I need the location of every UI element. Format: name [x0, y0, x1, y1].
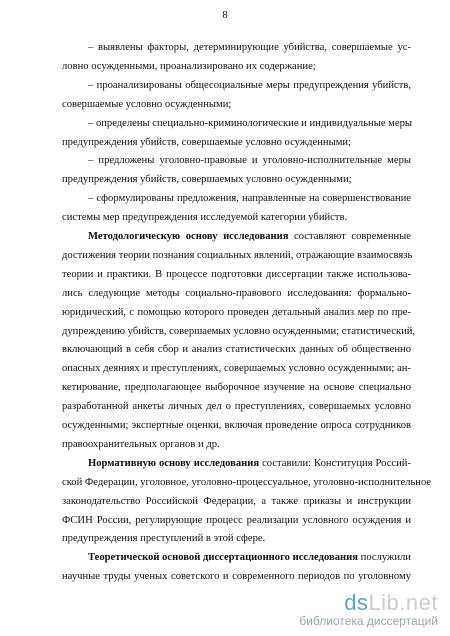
text-line: [88, 455, 411, 473]
text-line: – проанализированы общесоциальные меры предупреждения убийств,: [88, 79, 411, 91]
watermark-logo-rest: Lib.net: [368, 590, 438, 615]
page-number: 8: [222, 10, 228, 21]
text-line: лись следующие методы социально-правового исследования: формально-: [62, 287, 411, 299]
dslib-watermark: [299, 590, 438, 628]
bold-lead: Теоретической основой диссертационного исследования: [88, 552, 358, 564]
bold-lead: Методологическую основу исследования: [88, 231, 289, 242]
text-line: кетирование, предполагающее выборочное изучение на основе специально: [62, 382, 411, 394]
text-line: достижения теории познания социальных явлений, отражающие взаимосвязь: [62, 249, 413, 261]
text-line: осужденными; экспертные оценки, включая проведение опроса сотрудников: [62, 420, 411, 431]
watermark-subtitle: библиотека диссертаций: [299, 614, 438, 628]
text-line: юридический, с помощью которого проведен детальный анализ мер по пре-: [62, 306, 411, 318]
text-line: включающий в себя сбор и анализ статистических данных об общественно: [62, 344, 411, 356]
text-line: предупреждения преступлений в этой сфере.: [62, 533, 266, 545]
text-line: – определены специально-криминологические и индивидуальные меры: [88, 117, 412, 129]
line-text: составляют современные: [288, 231, 411, 242]
text-line: [88, 228, 411, 246]
text-line: предупреждения убийств, совершаемых условно осужденными;: [62, 174, 352, 186]
text-line: опасных деяниях и преступлениях, совершаемых условно осужденными; ан-: [62, 363, 411, 375]
text-line: научные труды ученых советского и современного периодов по уголовному: [62, 571, 411, 583]
text-line: ской Федерации, уголовное, уголовно-процессуальное, уголовно-исполнительное: [62, 476, 432, 488]
text-line: дупреждению убийств, совершаемых условно осужденными; статистический,: [62, 325, 416, 337]
bold-lead: Нормативную основу исследования: [88, 457, 260, 469]
watermark-logo: [299, 590, 438, 616]
line-text: послужили: [357, 552, 411, 564]
text-line: законодательство Российской Федерации, а также приказы и инструкции: [62, 495, 411, 507]
line-text: составили: Конституция Россий-: [259, 457, 412, 469]
text-line: ловно осужденными, проанализировано их содержание;: [62, 60, 316, 72]
text-line: системы мер предупреждения исследуемой категории убийств.: [62, 212, 348, 224]
text-line: теории и практики. В процессе подготовки диссертации также использова-: [62, 268, 411, 280]
text-line: ФСИН России, регулирующие процесс реализации условного осуждения и: [62, 514, 411, 526]
watermark-logo-prefix: ds: [344, 590, 369, 615]
text-line: – выявлены факторы, детерминирующие убийства, совершаемые ус-: [88, 42, 411, 53]
text-line: – предложены уголовно-правовые и уголовно-исполнительные меры: [88, 155, 411, 167]
text-line: совершаемые условно осужденными;: [62, 98, 232, 110]
text-line: разработанной анкеты личных дел о преступлениях, совершаемых условно: [62, 401, 411, 413]
text-line: предупреждения убийств, совершаемые условно осужденными;: [62, 136, 352, 148]
text-line: правоохранительных органов и др.: [62, 438, 220, 450]
text-line: [88, 549, 411, 567]
text-line: – сформулированы предложения, направленные на совершенствование: [88, 193, 411, 205]
